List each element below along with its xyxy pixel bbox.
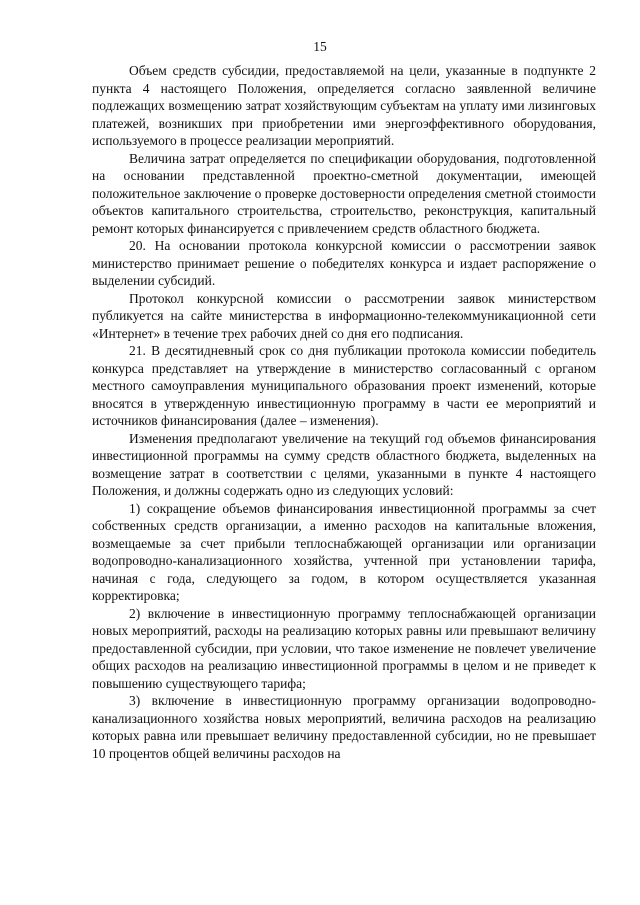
paragraph-condition-1: 1) сокращение объемов финансирования инвестиционной программы за счет собственных средств организации, а именно расходов на капитальные вложения, возмещаемые за счет прибыли теплоснабжающей организации или организации водопроводно-канализационного хозяйства, учтенной при установлении тарифа, начиная с года, следующего за годом, в котором осуществляется указанная корректировка; bbox=[92, 500, 596, 603]
paragraph-changes-conditions: Изменения предполагают увеличение на текущий год объемов финансирования инвестиционной программы на сумму средств областного бюджета, выделенных на возмещение затрат в соответствии с целями, указанными в пункте 4 настоящего Положения, и должны содержать одно из следующих условий: bbox=[92, 430, 596, 498]
paragraph-subsidy-volume: Объем средств субсидии, предоставляемой на цели, указанные в подпункте 2 пункта 4 настоящего Положения, определяется согласно заявленной величине подлежащих возмещению затрат хозяйствующим субъектам на уплату ими лизинговых платежей, возникших при приобретении ими энергоэффективного оборудования, используемого в процессе реализации мероприятий. bbox=[92, 63, 596, 148]
paragraph-condition-2: 2) включение в инвестиционную программу теплоснабжающей организации новых мероприятий, расходы на реализацию которых равны или превышают величину предоставленной субсидии, при условии, что такое изменение не повлечет увеличение общих расходов на реализацию инвестиционной программы в целом и не приведет к повышению существующего тарифа; bbox=[92, 605, 596, 691]
paragraph-protocol-publication: Протокол конкурсной комиссии о рассмотрении заявок министерством публикуется на сайте министерства в информационно-телекоммуникационной сети «Интернет» в течение трех рабочих дней со дня его подписания. bbox=[92, 290, 596, 341]
paragraph-item-20: 20. На основании протокола конкурсной комиссии о рассмотрении заявок министерство принимает решение о победителях конкурса и издает распоряжение о выделении субсидий. bbox=[92, 238, 596, 288]
paragraph-cost-amount: Величина затрат определяется по спецификации оборудования, подготовленной на основании представленной проектно-сметной документации, имеющей положительное заключение о проверке достоверности определения сметной стоимости объектов капитального строительства, строительство, реконструкция, капитальный ремонт которых финансируется с привлечением средств областного бюджета. bbox=[92, 150, 596, 236]
page-number: 15 bbox=[313, 39, 327, 54]
document-body bbox=[92, 62, 596, 762]
paragraph-item-21: 21. В десятидневный срок со дня публикации протокола комиссии победитель конкурса представляет на утверждение в министерство согласованный с органом местного самоуправления муниципального образования проект изменений, которые вносятся в утвержденную инвестиционную программу в части ее мероприятий и источников финансирования (далее – изменения). bbox=[92, 343, 596, 428]
paragraph-condition-3: 3) включение в инвестиционную программу организации водопроводно-канализационного хозяйства новых мероприятий, величина расходов на реализацию которых равна или превышает величину предоставленной субсидии, но не превышает 10 процентов общей величины расходов на bbox=[92, 693, 596, 761]
